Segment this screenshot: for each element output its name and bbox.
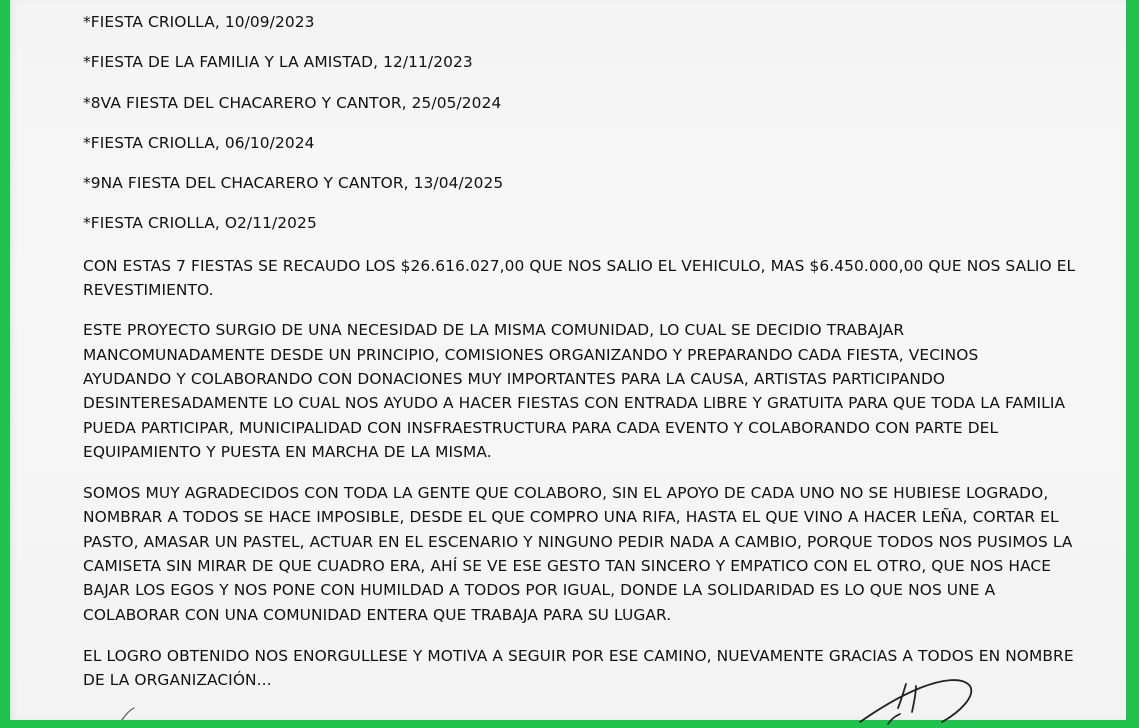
text-line: EL LOGRO OBTENIDO NOS ENORGULLESE Y MOTIVA A SEGUIR POR ESE CAMINO, NUEVAMENTE GRACIAS A TODOS EN NOMBRE — [83, 646, 1074, 665]
text-line: EQUIPAMIENTO Y PUESTA EN MARCHA DE LA MISMA. — [83, 442, 492, 461]
text-line: DESINTERESADAMENTE LO CUAL NOS AYUDO A HACER FIESTAS CON ENTRADA LIBRE Y GRATUITA PARA QUE TODA LA FAMILIA — [83, 394, 1066, 413]
text-line: COLABORAR CON UNA COMUNIDAD ENTERA QUE TRABAJA PARA SU LUGAR. — [83, 605, 672, 624]
text-line: CAMISETA SIN MIRAR DE QUE CUADRO ERA, AHÍ SE VE ESE GESTO TAN SINCERO Y EMPATICO CON EL OTRO, QUE NOS HACE — [83, 557, 1052, 576]
paper-sheet — [10, 0, 1126, 720]
event-item: *FIESTA CRIOLLA, 06/10/2024 — [83, 133, 315, 152]
text-line: SOMOS MUY AGRADECIDOS CON TODA LA GENTE QUE COLABORO, SIN EL APOYO DE CADA UNO NO SE HUBIESE LOGRADO, — [83, 484, 1049, 503]
thanks-paragraph — [83, 481, 1083, 627]
event-item: *FIESTA CRIOLLA, 10/09/2023 — [83, 13, 315, 31]
text-line: PASTO, AMASAR UN PASTEL, ACTUAR EN EL ESCENARIO Y NINGUNO PEDIR NADA A CAMBIO, PORQUE TODOS NOS PUSIMOS LA — [83, 532, 1073, 551]
document-body — [83, 8, 1083, 693]
text-line: ESTE PROYECTO SURGIO DE UNA NECESIDAD DE LA MISMA COMUNIDAD, LO CUAL SE DECIDIO TRABAJAR — [83, 321, 905, 340]
event-item: *FIESTA CRIOLLA, O2/11/2025 — [83, 214, 317, 233]
summary-paragraph — [83, 254, 1083, 303]
text-line: NOMBRAR A TODOS SE HACE IMPOSIBLE, DESDE EL QUE COMPRO UNA RIFA, HASTA EL QUE VINO A HACER LEÑA, CORTAR EL — [83, 508, 1059, 527]
text-line: CON ESTAS 7 FIESTAS SE RECAUDO LOS $26.616.027,00 QUE NOS SALIO EL VEHICULO, MAS $6.450.000,00 QUE NOS SALIO EL — [83, 256, 1076, 275]
text-line: MANCOMUNADAMENTE DESDE UN PRINCIPIO, COMISIONES ORGANIZANDO Y PREPARANDO CADA FIESTA, VECINOS — [83, 345, 979, 364]
event-item: *9NA FIESTA DEL CHACARERO Y CANTOR, 13/04/2025 — [83, 174, 504, 193]
handwritten-signature — [850, 668, 990, 728]
text-line: AYUDANDO Y COLABORANDO CON DONACIONES MUY IMPORTANTES PARA LA CAUSA, ARTISTAS PARTICIPANDO — [83, 369, 946, 388]
event-item: *FIESTA DE LA FAMILIA Y LA AMISTAD, 12/11/2023 — [83, 53, 473, 72]
text-line: REVESTIMIENTO. — [83, 281, 214, 300]
text-line: BAJAR LOS EGOS Y NOS PONE CON HUMILDAD A TODOS POR IGUAL, DONDE LA SOLIDARIDAD ES LO QUE NOS UNE A — [83, 581, 996, 600]
event-item: *8VA FIESTA DEL CHACARERO Y CANTOR, 25/05/2024 — [83, 93, 502, 112]
project-paragraph — [83, 318, 1083, 464]
text-line: DE LA ORGANIZACIÓN... — [83, 671, 272, 690]
text-line: PUEDA PARTICIPAR, MUNICIPALIDAD CON INSFRAESTRUCTURA PARA CADA EVENTO Y COLABORANDO CON PARTE DEL — [83, 418, 999, 437]
